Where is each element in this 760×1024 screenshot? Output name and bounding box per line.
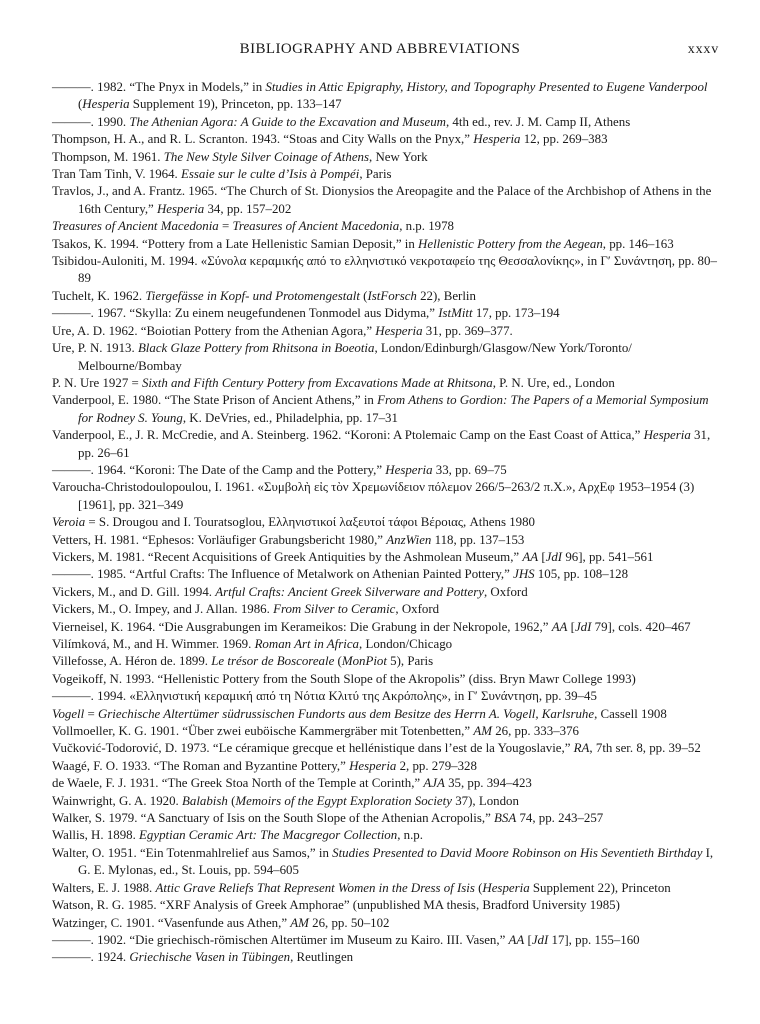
italic-title: AM bbox=[290, 915, 309, 930]
entry-text: Wallis, H. 1898. bbox=[52, 828, 140, 843]
entry-text: 17], pp. 155–160 bbox=[548, 932, 640, 947]
italic-title: Treasures of Ancient Macedonia bbox=[232, 219, 400, 234]
entry-text: , K. DeVries, ed., Philadelphia, pp. 17–31 bbox=[182, 410, 398, 425]
bibliography-entry bbox=[52, 149, 717, 166]
bibliography-entry bbox=[52, 462, 717, 479]
bibliography-entry bbox=[52, 810, 717, 827]
italic-title: Egyptian Ceramic Art: The Macgregor Collection bbox=[139, 828, 398, 843]
bibliography-entry bbox=[52, 375, 717, 392]
entry-text: Vickers, M., and D. Gill. 1994. bbox=[52, 584, 216, 599]
bibliography-entry bbox=[52, 323, 717, 340]
bibliography-entry bbox=[52, 549, 717, 566]
italic-title: Hellenistic Pottery from the Aegean bbox=[418, 236, 603, 251]
italic-title: Griechische Altertümer südrussischen Fundorts aus dem Besitze des Herrn A. Vogell, Karlsruhe bbox=[97, 706, 595, 721]
entry-text: Tuchelt, K. 1962. bbox=[52, 288, 146, 303]
page-header bbox=[0, 41, 760, 61]
bibliography-entry bbox=[52, 758, 717, 775]
entry-text: Supplement 22), Princeton bbox=[529, 880, 671, 895]
entry-text: P. N. Ure 1927 = bbox=[52, 375, 142, 390]
entry-text: de Waele, F. J. 1931. “The Greek Stoa North of the Temple at Corinth,” bbox=[52, 776, 424, 791]
entry-text: , London/Edinburgh/Glasgow/New York/Toronto/ Melbourne/Bombay bbox=[78, 341, 632, 373]
entry-text: 74, pp. 243–257 bbox=[516, 811, 604, 826]
entry-text: 105, pp. 108–128 bbox=[534, 567, 629, 582]
bibliography-entry bbox=[52, 427, 717, 462]
bibliography-entry bbox=[52, 166, 717, 183]
entry-text: Walter, O. 1951. “Ein Totenmahlrelief aus Samos,” in bbox=[52, 845, 333, 860]
entry-text: 22), Berlin bbox=[416, 288, 476, 303]
italic-title: The Athenian Agora: A Guide to the Excavation and Museum bbox=[129, 114, 446, 129]
entry-text: , P. N. Ure, ed., London bbox=[492, 375, 615, 390]
italic-title: Attic Grave Reliefs That Represent Women in the Dress of Isis bbox=[155, 880, 475, 895]
entry-text: ———. 1902. “Die griechisch-römischen Altertümer im Museum zu Kairo. III. Vasen,” bbox=[52, 932, 509, 947]
entry-text: Thompson, M. 1961. bbox=[52, 149, 164, 164]
entry-text: 31, pp. 369–377. bbox=[422, 323, 513, 338]
italic-title: Black Glaze Pottery from Rhitsona in Boeotia bbox=[137, 341, 375, 356]
entry-text: 37), London bbox=[451, 793, 519, 808]
bibliography-entry bbox=[52, 131, 717, 148]
bibliography-entry bbox=[52, 218, 717, 235]
entry-text: ( bbox=[334, 654, 342, 669]
entry-text: ———. 1967. “Skylla: Zu einem neugefundenen Tonmodel aus Didyma,” bbox=[52, 306, 439, 321]
entry-text: ———. 1990. bbox=[52, 114, 130, 129]
entry-text: 26, pp. 333–376 bbox=[491, 724, 579, 739]
entry-text: 12, pp. 269–383 bbox=[520, 132, 608, 147]
entry-text: 118, pp. 137–153 bbox=[431, 532, 525, 547]
entry-text: 96], pp. 541–561 bbox=[562, 549, 654, 564]
italic-title: Vogell bbox=[52, 706, 85, 721]
entry-text: Watzinger, C. 1901. “Vasenfunde aus Athen,” bbox=[52, 915, 291, 930]
entry-text: , pp. 146–163 bbox=[602, 236, 674, 251]
entry-text: Vickers, M., O. Impey, and J. Allan. 1986. bbox=[52, 602, 274, 617]
italic-title: Artful Crafts: Ancient Greek Silverware and Pottery bbox=[215, 584, 484, 599]
entry-text: ( bbox=[78, 97, 83, 112]
bibliography-entry bbox=[52, 880, 717, 897]
bibliography-entry bbox=[52, 236, 717, 253]
running-head: BIBLIOGRAPHY AND ABBREVIATIONS bbox=[239, 41, 521, 57]
italic-title: Roman Art in Africa bbox=[254, 637, 360, 651]
entry-text: Vučković-Todorović, D. 1973. “Le céramique grecque et hellénistique dans l’est de la Yougoslavie,” bbox=[52, 741, 574, 756]
bibliography-entry bbox=[52, 636, 717, 653]
entry-text: , Reutlingen bbox=[290, 950, 354, 965]
italic-title: MonPiot bbox=[341, 654, 387, 669]
bibliography-entry bbox=[52, 392, 717, 427]
bibliography-entry bbox=[52, 775, 717, 792]
entry-text: Supplement 19), Princeton, pp. 133–147 bbox=[129, 97, 342, 112]
bibliography-entry bbox=[52, 949, 717, 966]
italic-title: From Silver to Ceramic bbox=[273, 602, 396, 617]
entry-text: 17, pp. 173–194 bbox=[472, 306, 560, 321]
entry-text: [ bbox=[524, 932, 532, 947]
bibliography-entry bbox=[52, 740, 717, 757]
entry-text: Tran Tam Tinh, V. 1964. bbox=[52, 167, 182, 182]
italic-title: AA bbox=[551, 619, 568, 634]
bibliography-entry bbox=[52, 514, 717, 531]
bibliography-entry bbox=[52, 915, 717, 932]
entry-text: Watson, R. G. 1985. “XRF Analysis of Greek Amphorae” (unpublished MA thesis, Bradford University 1985) bbox=[52, 898, 620, 913]
entry-text: Vanderpool, E. 1980. “The State Prison of Ancient Athens,” in bbox=[52, 393, 378, 408]
italic-title: AJA bbox=[423, 776, 445, 791]
italic-title: Sixth and Fifth Century Pottery from Excavations Made at Rhitsona bbox=[141, 375, 493, 390]
entry-text: Vanderpool, E., J. R. McCredie, and A. Steinberg. 1962. “Koroni: A Ptolemaic Camp on the East Coast of Attica,” bbox=[52, 428, 644, 443]
entry-text: Vickers, M. 1981. “Recent Acquisitions of Greek Antiquities by the Ashmolean Museum,” bbox=[52, 549, 523, 564]
italic-title: Veroia bbox=[52, 515, 86, 530]
entry-text: = bbox=[84, 706, 98, 721]
entry-text: Waagé, F. O. 1933. “The Roman and Byzantine Pottery,” bbox=[52, 758, 350, 773]
entry-text: Vollmoeller, K. G. 1901. “Über zwei euböische Kammergräber mit Totenbetten,” bbox=[52, 724, 474, 739]
entry-text: 34, pp. 157–202 bbox=[204, 201, 292, 216]
italic-title: Hesperia bbox=[349, 758, 397, 773]
italic-title: Hesperia bbox=[473, 132, 521, 147]
entry-text: = S. Drougou and I. Touratsoglou, Ελληνιστικοί λαξευτοί τάφοι Βέροιας, Athens 1980 bbox=[85, 515, 535, 530]
bibliography-entry bbox=[52, 706, 717, 723]
italic-title: Studies in Attic Epigraphy, History, and Topography Presented to Eugene Vanderpool bbox=[265, 80, 708, 94]
bibliography-entry bbox=[52, 288, 717, 305]
entry-text: Vilímková, M., and H. Wimmer. 1969. bbox=[52, 637, 255, 651]
entry-text: ( bbox=[474, 880, 483, 895]
italic-title: AM bbox=[473, 724, 492, 739]
italic-title: JdI bbox=[531, 932, 549, 947]
italic-title: BSA bbox=[494, 811, 517, 826]
entry-text: , Oxford bbox=[395, 602, 440, 617]
entry-text: Tsibidou-Auloniti, M. 1994. «Σύνολα κεραμικής από το ελληνιστικό νεκροταφείο της Θεσσαλονίκης», in Γ′ Συνάντηση, pp. 80–89 bbox=[52, 254, 717, 286]
entry-text: 31, pp. 26–61 bbox=[78, 428, 711, 460]
italic-title: Le trésor de Boscoreale bbox=[211, 654, 335, 669]
italic-title: Hesperia bbox=[157, 201, 205, 216]
italic-title: IstMitt bbox=[438, 306, 473, 321]
entry-text: ( bbox=[227, 793, 236, 808]
italic-title: Studies Presented to David Moore Robinson on His Seventieth Birthday bbox=[332, 845, 703, 860]
bibliography-entry bbox=[52, 305, 717, 322]
entry-text: , Paris bbox=[359, 167, 392, 182]
italic-title: The New Style Silver Coinage of Athens bbox=[163, 149, 370, 164]
entry-text: Vogeikoff, N. 1993. “Hellenistic Pottery from the South Slope of the Akropolis” (diss. Bryn Mawr College 1993) bbox=[52, 671, 636, 686]
bibliography-entry bbox=[52, 183, 717, 218]
bibliography-entry bbox=[52, 79, 717, 114]
entry-text: Ure, P. N. 1913. bbox=[52, 341, 138, 356]
italic-title: Balabish bbox=[182, 793, 228, 808]
entry-text: 33, pp. 69–75 bbox=[432, 462, 507, 477]
bibliography-entry bbox=[52, 688, 717, 705]
bibliography-entry bbox=[52, 793, 717, 810]
entry-text: Villefosse, A. Héron de. 1899. bbox=[52, 654, 212, 669]
bibliography-entry bbox=[52, 566, 717, 583]
entry-text: Wainwright, G. A. 1920. bbox=[52, 793, 183, 808]
italic-title: AA bbox=[508, 932, 525, 947]
entry-text: , London/Chicago bbox=[359, 637, 453, 651]
entry-text: ———. 1994. «Ελληνιστική κεραμική από τη Νότια Κλιτύ της Ακρόπολης», in Γ′ Συνάντηση, pp. 39–45 bbox=[52, 689, 597, 704]
entry-text: 2, pp. 279–328 bbox=[396, 758, 477, 773]
entry-text: [ bbox=[567, 619, 575, 634]
entry-text: = bbox=[218, 219, 233, 234]
entry-text: 35, pp. 394–423 bbox=[444, 776, 532, 791]
bibliography-entry bbox=[52, 653, 717, 670]
entry-text: ———. 1982. “The Pnyx in Models,” in bbox=[52, 80, 266, 94]
entry-text: , n.p. bbox=[397, 828, 423, 843]
entry-text: [ bbox=[538, 549, 546, 564]
italic-title: Hesperia bbox=[375, 323, 423, 338]
italic-title: Hesperia bbox=[482, 880, 530, 895]
entry-text: ———. 1924. bbox=[52, 950, 130, 965]
entry-text: , New York bbox=[369, 149, 428, 164]
italic-title: Essaie sur le culte d’Isis à Pompéi bbox=[181, 167, 360, 182]
entry-text: Vierneisel, K. 1964. “Die Ausgrabungen im Kerameikos: Die Grabung in der Nekropole, 1962,” bbox=[52, 619, 552, 634]
bibliography-entry bbox=[52, 114, 717, 131]
bibliography-entry bbox=[52, 827, 717, 844]
italic-title: Hesperia bbox=[385, 462, 433, 477]
entry-text: , Cassell 1908 bbox=[594, 706, 667, 721]
entry-text: ———. 1964. “Koroni: The Date of the Camp and the Pottery,” bbox=[52, 462, 386, 477]
italic-title: Griechische Vasen in Tübingen bbox=[129, 950, 291, 965]
entry-text: Travlos, J., and A. Frantz. 1965. “The Church of St. Dionysios the Areopagite and the Palace of the Archbishop of Athens in the 16th Century,” bbox=[52, 184, 712, 216]
entry-text: Tsakos, K. 1994. “Pottery from a Late Hellenistic Samian Deposit,” in bbox=[52, 236, 419, 251]
italic-title: AnzWien bbox=[386, 532, 432, 547]
entry-text: Varoucha-Christodoulopoulou, I. 1961. «Συμβολὴ εἰς τὸν Χρεμωνίδειον πόλεμον 266/5–263/2 π.Χ.», ΑρχΕφ 1953–1954 (3) [1961], pp. 321–349 bbox=[52, 480, 695, 512]
bibliography-entry bbox=[52, 532, 717, 549]
bibliography-entry bbox=[52, 584, 717, 601]
italic-title: IstForsch bbox=[367, 288, 417, 303]
entry-text: Walters, E. J. 1988. bbox=[52, 880, 156, 895]
italic-title: AA bbox=[522, 549, 539, 564]
entry-text: 79], cols. 420–467 bbox=[591, 619, 691, 634]
entry-text: , 4th ed., rev. J. M. Camp II, Athens bbox=[445, 114, 631, 129]
page-number: xxxv bbox=[687, 42, 719, 57]
bibliography-entry bbox=[52, 932, 717, 949]
entry-text: Thompson, H. A., and R. L. Scranton. 1943. “Stoas and City Walls on the Pnyx,” bbox=[52, 132, 474, 147]
italic-title: RA bbox=[573, 741, 590, 756]
italic-title: Hesperia bbox=[82, 97, 130, 112]
italic-title: Treasures of Ancient Macedonia bbox=[52, 219, 219, 234]
entry-text: ———. 1985. “Artful Crafts: The Influence of Metalwork on Athenian Painted Pottery,” bbox=[52, 567, 514, 582]
italic-title: Memoirs of the Egypt Exploration Society bbox=[235, 793, 452, 808]
italic-title: From Athens to Gordion: The Papers of a Memorial Symposium for Rodney S. Young bbox=[78, 393, 709, 425]
bibliography-entry bbox=[52, 897, 717, 914]
entry-text: Walker, S. 1979. “A Sanctuary of Isis on the South Slope of the Athenian Acropolis,” bbox=[52, 811, 495, 826]
bibliography-entry bbox=[52, 253, 717, 288]
bibliography-entry bbox=[52, 845, 717, 880]
italic-title: JdI bbox=[574, 619, 592, 634]
entry-text: , 7th ser. 8, pp. 39–52 bbox=[589, 741, 701, 756]
bibliography-entry bbox=[52, 479, 717, 514]
italic-title: JdI bbox=[545, 549, 563, 564]
bibliography-entry bbox=[52, 601, 717, 618]
entry-text: , Oxford bbox=[483, 584, 528, 599]
entry-text: 5), Paris bbox=[386, 654, 434, 669]
bibliography-list bbox=[52, 79, 717, 967]
bibliography-entry bbox=[52, 619, 717, 636]
entry-text: ( bbox=[359, 288, 368, 303]
italic-title: JHS bbox=[513, 567, 535, 582]
entry-text: I, G. E. Mylonas, ed., St. Louis, pp. 594–605 bbox=[78, 845, 714, 878]
italic-title: Hesperia bbox=[643, 428, 691, 443]
bibliography-entry bbox=[52, 671, 717, 688]
entry-text: Vetters, H. 1981. “Ephesos: Vorläufiger Grabungsbericht 1980,” bbox=[52, 532, 387, 547]
bibliography-entry bbox=[52, 723, 717, 740]
entry-text: Ure, A. D. 1962. “Boiotian Pottery from the Athenian Agora,” bbox=[52, 323, 376, 338]
entry-text: 26, pp. 50–102 bbox=[308, 915, 390, 930]
italic-title: Tiergefässe in Kopf- und Protomengestalt bbox=[145, 288, 360, 303]
entry-text: , n.p. 1978 bbox=[399, 219, 454, 234]
bibliography-entry bbox=[52, 340, 717, 375]
